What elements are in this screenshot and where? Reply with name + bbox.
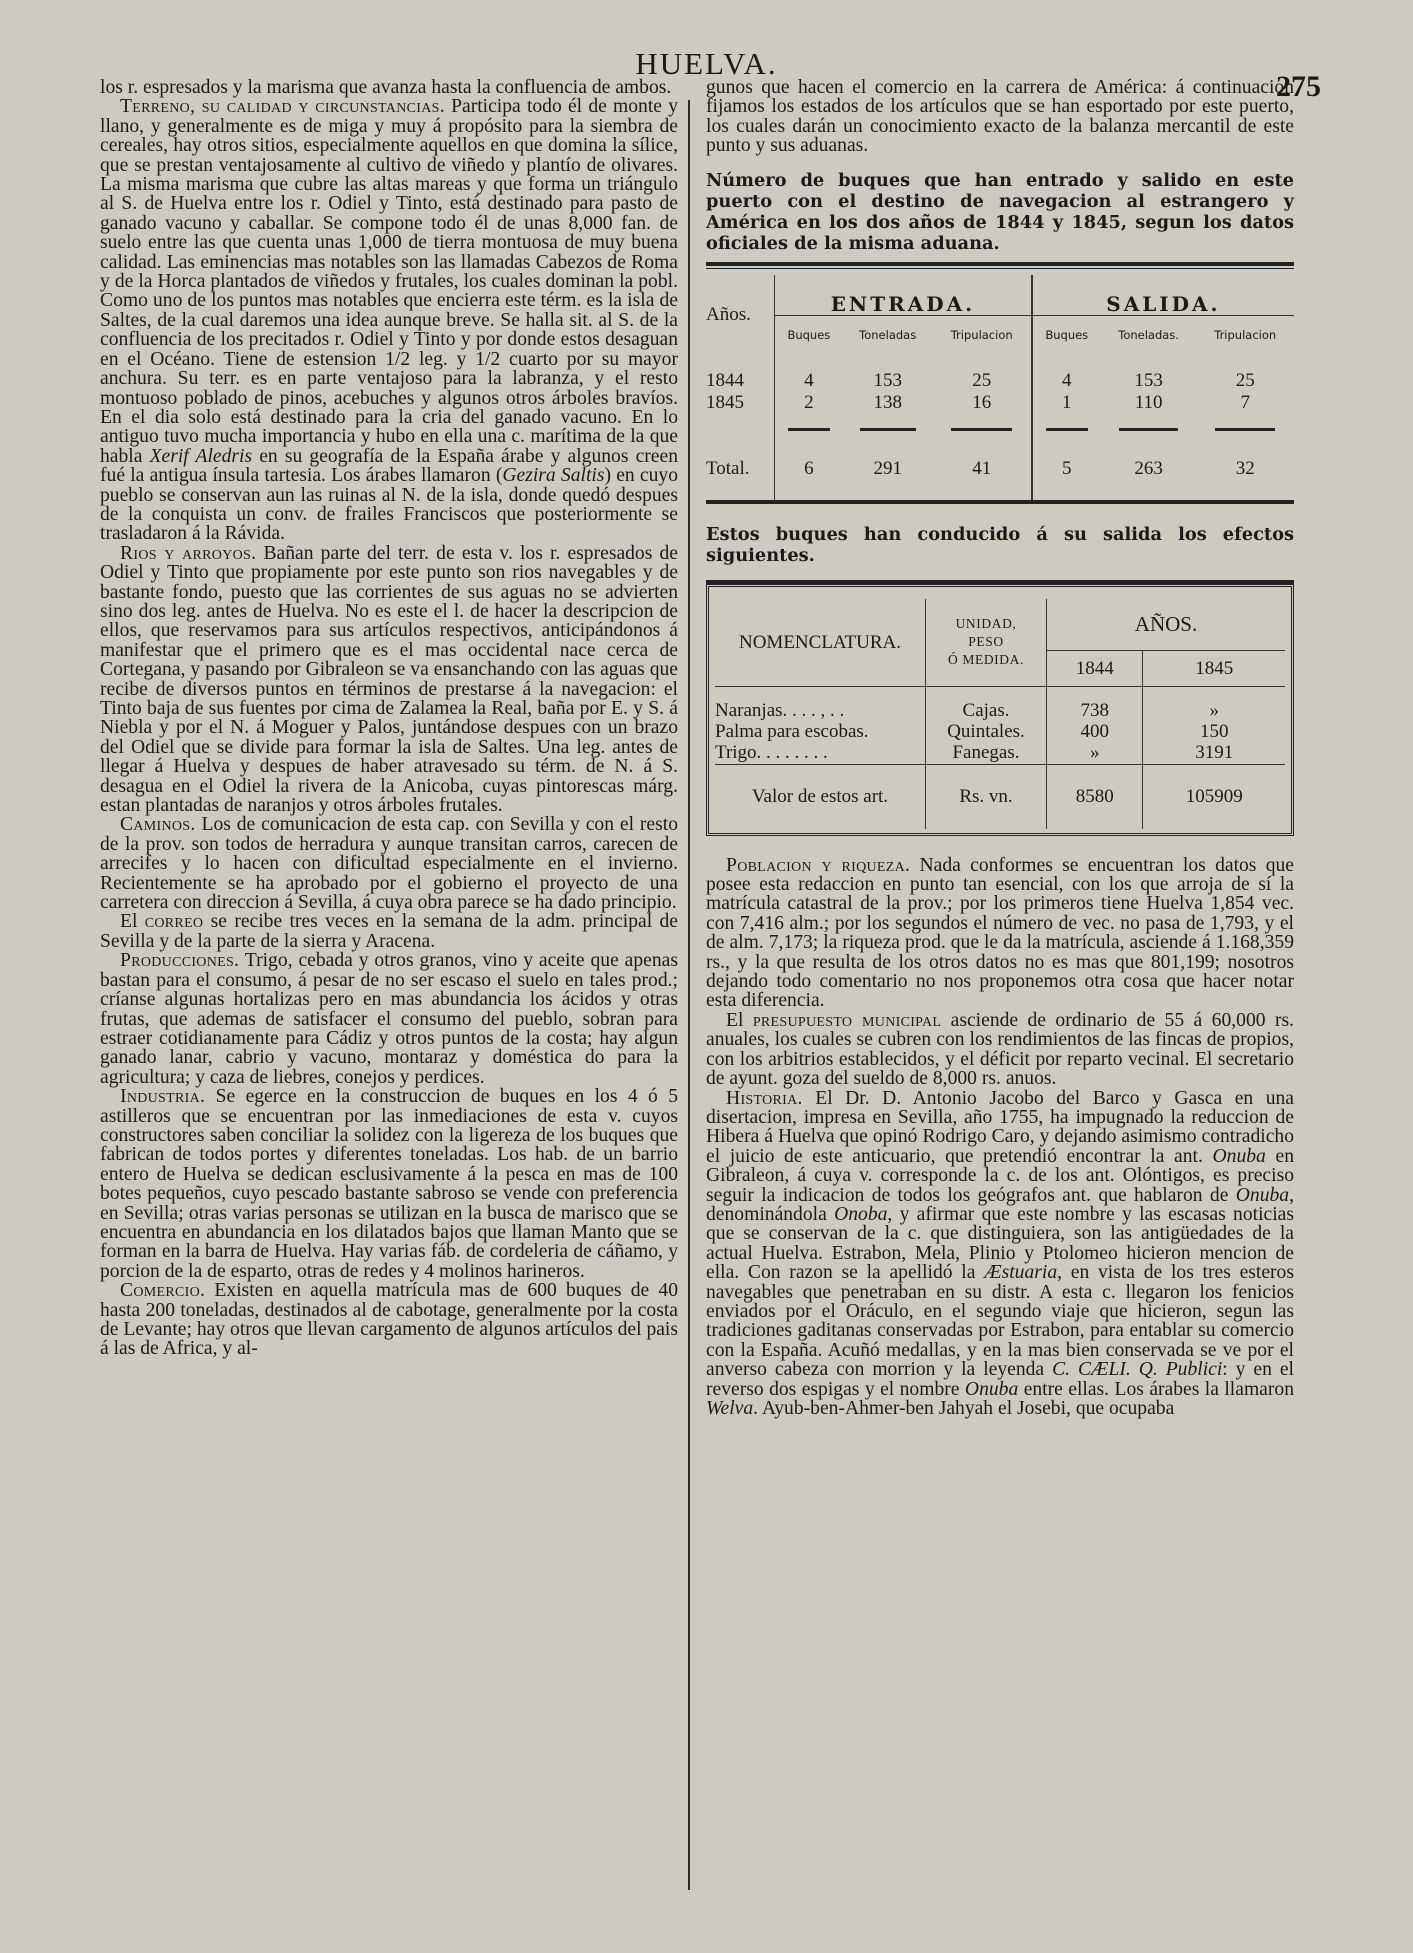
paragraph-comercio (100, 1281, 678, 1359)
value-1844: 8580 (1047, 764, 1143, 829)
item-1844: 738 (1047, 701, 1143, 722)
unidad-header (926, 599, 1047, 687)
table-row (715, 701, 1285, 722)
italic-term: Onoba (834, 1203, 888, 1225)
cell-value: 25 (1235, 369, 1255, 391)
paragraph-correo (100, 912, 678, 951)
sum-rule (788, 428, 830, 431)
table-row (715, 722, 1285, 743)
table-row (706, 370, 1294, 392)
total-row (706, 438, 1294, 500)
italic-term: Onuba (964, 1378, 1019, 1400)
total-value: 41 (972, 457, 992, 479)
value-label: Valor de estos art. (751, 785, 889, 807)
table-row (715, 743, 1285, 765)
row-year: 1844 (706, 370, 775, 392)
table2-caption: Estos buques han conducido á su salida los efectos siguientes. (706, 523, 1294, 566)
cell-value: 138 (873, 391, 902, 413)
left-column (100, 78, 678, 1359)
unidad-line: UNIDAD, (955, 616, 1017, 632)
italic-term: C. CÆLI. Q. Publici (1052, 1359, 1223, 1381)
years-header: Años. (706, 275, 775, 356)
section-heading-producciones: Producciones. (120, 950, 240, 972)
paragraph-rios (100, 544, 678, 816)
section-heading-rios: Rios y arroyos. (120, 542, 257, 564)
paragraph-historia (706, 1089, 1294, 1419)
italic-term: Onuba (1235, 1184, 1290, 1206)
paragraph-text: se recibe tres veces en la semana de la adm. principal de Sevilla y de la parte de la sierra y Aracena. (100, 911, 678, 952)
paragraph-text: Se egerce en la construccion de buques en los 4 ó 5 astilleros que se encuentran por las inmediaciones de esta v. cuyos constructores saben conciliar la solidez con la ligereza de los buques que fabrican de todos portes y diferentes toneladas. Los hab. de un barrio entero de Huelva se dedican esclusivamente á la pesca en mas de 100 botes pequeños, cuyo pescado bastante sabroso se vende con preferencia en Sevilla; otras varias personas se utilizan en la busca de marisco que se encuentra en abundancia en los dilatados bajos que llaman Manto que se forman en la barra de Huelva. Hay varias fáb. de cordeleria de cáñamo, y porcion de la de esparto, otras de redes y 4 molinos harineros. (100, 1086, 678, 1282)
subheader-toneladas: Toneladas (859, 327, 917, 342)
total-value: 5 (1032, 438, 1101, 500)
section-heading-correo: correo (144, 911, 204, 933)
value-1845: 105909 (1143, 764, 1285, 829)
paragraph-text: Nada conformes se encuentran los datos que posee esta redaccion en punto tan esencial, con los que arroja de sí la matrícula catastral de la prov.; por los primeros tiene Huelva 1,854 vec. con 7,416 alm.; por los segundos el número de vec. no pasa de 1,793, y el de alm. 7,173; la riqueza prod. que le da la matrícula, asciende á 1.168,359 rs., y la que resulta de los otros datos no es mas que 801,199; nosotros dejando todo comentario no nos proponemos otra cosa que hacer notar esta diferencia. (706, 854, 1295, 1012)
paragraph-text: ) en cuyo pueblo se conservan aun las ruinas al N. de la isla, donde quedó despues de la conquista un conv. de frailes Franciscos que posteriormente se trasladaron á la Rávida. (100, 465, 679, 545)
goods-table (715, 599, 1285, 829)
ships-table (706, 275, 1294, 500)
item-1845: 150 (1143, 722, 1285, 743)
unidad-line: Ó MEDIDA. (948, 652, 1024, 668)
right-column (706, 78, 1294, 1418)
subheader-toneladas: Toneladas. (1118, 327, 1179, 342)
sum-rule (860, 428, 916, 431)
entrada-header: ENTRADA. (830, 292, 976, 317)
item-unit: Fanegas. (926, 743, 1047, 765)
page-number: 275 (1276, 70, 1321, 103)
item-1844: » (1047, 743, 1143, 765)
section-heading-industria: Industria. (120, 1086, 206, 1108)
total-label: Total. (706, 438, 775, 500)
paragraph-industria (100, 1087, 678, 1281)
cell-value: 16 (972, 391, 992, 413)
sum-rule (1215, 428, 1275, 431)
subheader-tripulacion: Tripulacion (950, 327, 1013, 342)
item-1845: » (1143, 701, 1285, 722)
paragraph-text: Existen en aquella matrícula mas de 600 buques de 40 hasta 200 toneladas, destinados al de cabotage, generalmente por la costa de Levante; hay otros que llevan cargamento de algunos artículos del pais á las de Africa, y al- (100, 1280, 679, 1360)
salida-header: SALIDA. (1032, 275, 1294, 316)
paragraph-poblacion (706, 856, 1294, 1011)
paragraph-text: El Dr. D. Antonio Jacobo del Barco y Gasca en una disertacion, impresa en Sevilla, año 1755, ha impugnado la reduccion de Hibera á Huelva que opinó Rodrigo Caro, y dejando asimismo contradicho el juicio de este anticuario, que pretendió encontrar la ant. (706, 1087, 1294, 1167)
item-name: Palma para escobas. (715, 721, 869, 743)
paragraph-caminos (100, 815, 678, 912)
value-unit: Rs. vn. (926, 764, 1047, 829)
paragraph-text: , en vista de los tres esteros navegables que penetraban en su distr. A esta c. llegaron los fenicios enviados por el Oráculo, en el segundo viaje que hicieron, segun las tradiciones gaditanas conservadas por Estrabon, para entablar su comercio con la España. Acuñó medallas, y en la mas bien conservada se ve por el anverso cabeza con morrion y la leyenda (706, 1262, 1294, 1381)
paragraph-text: , denominándola (706, 1184, 1294, 1225)
table-row (706, 392, 1294, 414)
total-value: 32 (1235, 457, 1255, 479)
paragraph-intro: los r. espresados y la marisma que avanza hasta la confluencia de ambos. (100, 77, 672, 98)
italic-term: Xerif Aledris (149, 445, 253, 467)
section-heading-poblacion: Poblacion y riqueza. (726, 854, 911, 876)
paragraph-text: Participa todo él de monte y llano, y generalmente es de miga y muy á propósito para la siembra de cereales, hay otros sitios, especialmente aquellos en que domina la sílice, que se prestan ventajosamente al cultivo de viñedo y plantío de olivares. La misma marisma que cubre las altas mareas y que forma un triángulo al S. de Huelva entre los r. Odiel y Tinto, está destinado para pasto de ganado vacuno y caballar. Se compone todo él de unas 8,000 fan. de suelo entre las que cuenta unas 1,000 de tierra montuosa de muy buena calidad. Las eminencias mas notables son las llamadas Cabezos de Roma y de la Horca plantados de viñedos y frutales, los cuales dominan la pobl. Como uno de los puntos mas notables que encierra este térm. es la isla de Saltes, de la cual daremos una idea aunque breve. Se halla sit. al S. de la confluencia de los precitados r. Odiel y Tinto y por donde estos desaguan en el Océano. Tiene de estension 1/2 leg. y 1/2 cuarto por su mayor anchura. Su terr. es en parte ventajoso para la labranza, y el resto montuoso poblado de pinos, acebuches y algunos otros árboles bravíos. En el dia solo está destinado para la cria del ganado vacuno. En lo antiguo tuvo mucha importancia y hubo en ella una c. marítima de la que habla (100, 96, 678, 467)
item-name: Naranjas. . . . , . . (715, 700, 845, 722)
value-row (715, 764, 1285, 829)
italic-term: Onuba (1212, 1145, 1266, 1167)
section-heading-comercio: Comercio. (120, 1280, 206, 1302)
paragraph-text: asciende de ordinario de 55 á 60,000 rs. anuales, los cuales se cubren con los rendimientos de las fincas de propios, con los arbitrios establecidos, y el déficit por reparto vecinal. El secretario de ayunt. goza del sueldo de 8,000 rs. anuos. (706, 1009, 1294, 1090)
rule (706, 500, 1294, 504)
paragraph-text: : y en el reverso dos espigas y el nombre (706, 1359, 1294, 1400)
section-heading-historia: Historia. (726, 1087, 803, 1109)
paragraph-text: Trigo, cebada y otros granos, vino y aceite que apenas bastan para el consumo, á pesar de no ser escaso el suelo en tales prod.; críanse algunas hortalizas pero en mas abundancia los ácidos y otras frutas, que ademas de satisfacer el consumo del pueblo, sobran para estraer cotidianamente para Cádiz y otros puntos de la costa; hay algun ganado lanar, cabrio y vacuno, montaraz y doméstica do para la agricultura; y caza de liebres, conejos y perdices. (100, 950, 678, 1088)
cell-value: 7 (1240, 391, 1250, 413)
nomenclatura-header: NOMENCLATURA. (738, 631, 902, 653)
cell-value: 4 (1032, 370, 1101, 392)
item-1845: 3191 (1143, 743, 1285, 765)
cell-value: 153 (1134, 369, 1163, 391)
item-unit: Cajas. (926, 701, 1047, 722)
item-1844: 400 (1047, 722, 1143, 743)
row-year: 1845 (706, 392, 775, 414)
cell-value: 110 (1134, 391, 1163, 413)
cell-value: 4 (804, 369, 814, 391)
total-value: 291 (873, 457, 902, 479)
paragraph-text: El (120, 911, 145, 933)
paragraph-text: Bañan parte del terr. de esta v. los r. espresados de Odiel y Tinto que propiamente por este punto son rios navegables y de bastante fondo, puesto que las corrientes de sus aguas no se advierten sino dos leg. antes de Huelva. No es este el l. de hacer la descripcion de ellos, que reservamos para sus artículos respectivos, anticipándonos á manifestar que el primero que es el mas occidental nace cerca de Cortegana, y pasando por Gibraleon se va ensanchando con las aguas que recibe de diversos puntos en términos de prestarse á la navegacion: el Tinto baja de sus fuentes por cima de Zalamea la Real, baña por E. y S. á Niebla y por el N. á Moguer y Palos, juntándose despues con un brazo del Odiel que se divide para formar la isla de Saltes. Una leg. antes de llegar á Huelva y despues de haber atravesado su térm. de N. á S. desagua en el Odiel la rivera de la Anicoba, cuyas pintorescas márg. estan plantadas de naranjos y otros árboles frutales. (100, 542, 678, 817)
column-divider (688, 100, 690, 1890)
goods-table-frame (706, 584, 1294, 836)
cell-value: 153 (873, 369, 902, 391)
paragraph-text: Los de comunicacion de esta cap. con Sevilla y con el resto de la prov. son todos de herradura y aunque transitan carros, carecen de arrecifes y lo hacen con dificultad especialmente en el invierno. Recientemente se ha aprobado por el gobierno el proyecto de una carretera con direccion á Sevilla, á cuya obra parece se ha dado principio. (100, 814, 678, 914)
paragraph-presupuesto (706, 1011, 1294, 1089)
paragraph-producciones (100, 951, 678, 1087)
section-heading-terreno: Terreno, su calidad y circunstancias. (120, 96, 445, 118)
anos-header: AÑOS. (1047, 599, 1286, 651)
item-unit: Quintales. (926, 722, 1047, 743)
table1-caption: Número de buques que han entrado y salido en este puerto con el destino de navegacion al estrangero y América en los dos años de 1844 y 1845, segun los datos oficiales de la misma aduana. (706, 169, 1294, 254)
rule (706, 268, 1294, 269)
paragraph-text: El (726, 1009, 753, 1031)
cell-value: 2 (804, 391, 814, 413)
paragraph-text: , y afirmar que este nombre y las escasas noticias que se conservan de la c. que distinguiera, son las antigüedades de la actual Huelva. Estrabon, Mela, Plinio y Ptolomeo hicieron mencion de ella. Con razon se la apellidó la (706, 1203, 1294, 1284)
paragraph-text: entre ellas. Los árabes la llamaron (1018, 1378, 1294, 1400)
paragraph-comercio-cont: gunos que hacen el comercio en la carrera de América: á continuacion fijamos los estados de los artículos que se han esportado por este puerto, los cuales darán un conocimiento exacto de la balanza mercantil de este punto y sus aduanas. (706, 77, 1294, 157)
section-heading-presupuesto: presupuesto municipal (752, 1009, 942, 1031)
subheader-tripulacion: Tripulacion (1214, 327, 1277, 342)
paragraph-terreno (100, 97, 678, 543)
italic-term: Welva (706, 1398, 754, 1419)
paragraph-text: en Gibraleon, á cuya v. corresponde la c. de los ant. Olóntigos, es preciso seguir la indicacion de todos los geógrafos ant. que hablaron de (706, 1145, 1294, 1206)
cell-value: 1 (1032, 392, 1101, 414)
paragraph-text: . Ayub-ben-Ahmer-ben Jahyah el Josebi, que ocupaba (753, 1398, 1175, 1419)
running-title: HUELVA. (635, 46, 778, 81)
total-value: 263 (1134, 457, 1163, 479)
year-header: 1844 (1047, 651, 1143, 687)
year-header: 1845 (1143, 651, 1285, 687)
cell-value: 25 (972, 369, 992, 391)
subheader-buques: Buques (1032, 315, 1101, 356)
sum-rule (1046, 428, 1088, 431)
italic-term: Gezira Saltis (502, 465, 605, 487)
item-name: Trigo. . . . . . . . (715, 742, 828, 764)
rule (706, 262, 1294, 266)
italic-term: Æstuaria (984, 1262, 1058, 1284)
sum-rule (951, 428, 1012, 431)
total-value: 6 (804, 457, 814, 479)
paragraph-text: en su geografía de la España árabe y algunos creen fué la antigua ínsula tartesia. Los árabes llamaron ( (100, 445, 678, 487)
unidad-line: PESO (968, 634, 1004, 650)
section-heading-caminos: Caminos. (120, 814, 196, 836)
sum-rule (1119, 428, 1178, 431)
subheader-buques: Buques (787, 327, 831, 342)
